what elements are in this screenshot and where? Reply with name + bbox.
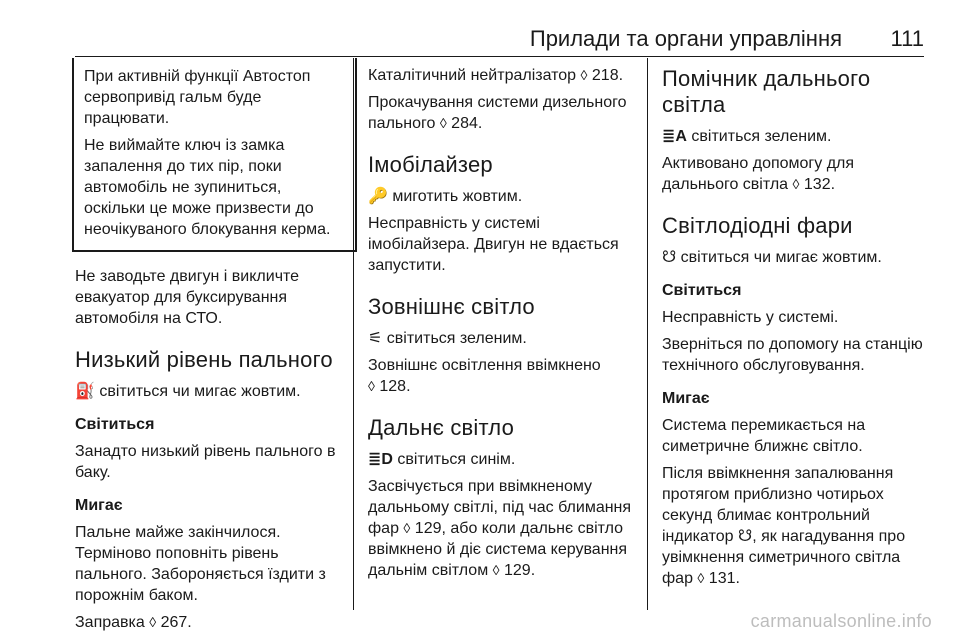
section-heading-high-beam-assist: Помічник дальнього світла xyxy=(662,66,871,117)
lights-paragraph: Занадто низький рівень пального в баку. xyxy=(75,443,336,481)
page-title: Прилади та органи управління xyxy=(529,26,842,51)
page-number: 111 xyxy=(890,26,924,51)
high-beam-indicator-line: ≣D світиться синім. xyxy=(368,451,516,468)
note-paragraph: При активній функції Автостоп сервопривід гальм буде працювати. xyxy=(84,68,311,127)
lights-paragraph: Зверніться по допомогу на станцію технічного обслуговування. xyxy=(662,336,923,374)
column-2 xyxy=(368,58,640,587)
column-3 xyxy=(662,58,934,595)
column-1 xyxy=(75,58,347,639)
subheading-flashes: Мигає xyxy=(75,497,123,514)
ref-arrow-icon: ◊ xyxy=(697,570,705,586)
ref-arrow-icon: ◊ xyxy=(580,67,588,83)
led-lamp-icon: ☋ xyxy=(662,249,677,266)
catalytic-reference: Каталітичний нейтралізатор ◊ 218. xyxy=(368,67,624,84)
section-heading-exterior-light: Зовнішнє світло xyxy=(368,294,535,319)
ref-arrow-icon: ◊ xyxy=(492,562,500,578)
immobiliser-icon: 🔑 xyxy=(368,188,388,205)
high-beam-assist-icon: ≣A xyxy=(662,128,687,145)
immobiliser-paragraph: Несправність у системі імобілайзера. Двигун не вдається запустити. xyxy=(368,215,619,274)
assist-indicator-line: ≣A світиться зеленим. xyxy=(662,128,832,145)
pump-reference: Прокачування системи дизельного пального ◊ 284. xyxy=(368,94,627,132)
watermark: carmanualsonline.info xyxy=(750,611,932,631)
ref-arrow-icon: ◊ xyxy=(149,614,157,630)
ref-arrow-icon: ◊ xyxy=(368,378,375,394)
assist-reference: Активовано допомогу для дальнього світла ◊ 132. xyxy=(662,155,855,193)
high-beam-icon: ≣D xyxy=(368,451,393,468)
flashes-paragraph: Пальне майже закінчилося. Терміново поповніть рівень пального. Забороняється їздити з порожнім баком. xyxy=(75,524,326,604)
led-indicator-line: ☋ світиться чи мигає жовтим. xyxy=(662,249,882,266)
note-paragraph: Не виймайте ключ із замка запалення до тих пір, поки автомобіль не зупиниться, оскільки це може призвести до неочікуваного блокування керма. xyxy=(84,137,331,238)
refuel-reference: Заправка ◊ 267. xyxy=(75,614,192,631)
section-heading-low-fuel: Низький рівень пального xyxy=(75,347,333,372)
header-rule xyxy=(75,56,924,57)
ref-arrow-icon: ◊ xyxy=(792,176,800,192)
exterior-light-reference: Зовнішнє освітлення ввімкнено ◊ 128. xyxy=(368,357,601,395)
section-heading-immobiliser: Імобілайзер xyxy=(368,152,493,177)
immobiliser-indicator-line: 🔑 миготить жовтим. xyxy=(368,188,523,205)
ref-arrow-icon: ◊ xyxy=(403,520,411,536)
page-header xyxy=(0,0,960,60)
subheading-lights: Світиться xyxy=(75,416,155,433)
flashes-paragraph: Після ввімкнення запалювання протягом приблизно чотирьох секунд блимає контрольний індикатор ☋, як нагадування про увімкнення симетричного світла фар ◊ 131. xyxy=(662,465,906,587)
ref-arrow-icon: ◊ xyxy=(439,115,447,131)
note-box xyxy=(72,58,357,252)
lights-paragraph: Несправність у системі. xyxy=(662,309,839,326)
section-heading-high-beam: Дальнє світло xyxy=(368,415,515,440)
high-beam-paragraph: Засвічується при ввімкненому дальньому світлі, під час блимання фар ◊ 129, або коли дальнє світло ввімкнено й діє система керування дальнім світлом ◊ 129. xyxy=(368,478,632,579)
subheading-lights: Світиться xyxy=(662,282,742,299)
low-fuel-indicator-line: ⛽ світиться чи мигає жовтим. xyxy=(75,383,301,400)
fuel-pump-icon: ⛽ xyxy=(75,383,95,400)
subheading-flashes: Мигає xyxy=(662,390,710,407)
led-lamp-icon: ☋ xyxy=(737,528,753,545)
tow-paragraph: Не заводьте двигун і викличте евакуатор для буксирування автомобіля на СТО. xyxy=(75,268,300,327)
flashes-paragraph: Система перемикається на симетричне ближнє світло. xyxy=(662,417,866,455)
exterior-light-icon: ⚟ xyxy=(368,330,383,347)
column-divider-2 xyxy=(647,58,648,610)
section-heading-led-headlights: Світлодіодні фари xyxy=(662,213,853,238)
exterior-light-indicator-line: ⚟ світиться зеленим. xyxy=(368,330,527,347)
